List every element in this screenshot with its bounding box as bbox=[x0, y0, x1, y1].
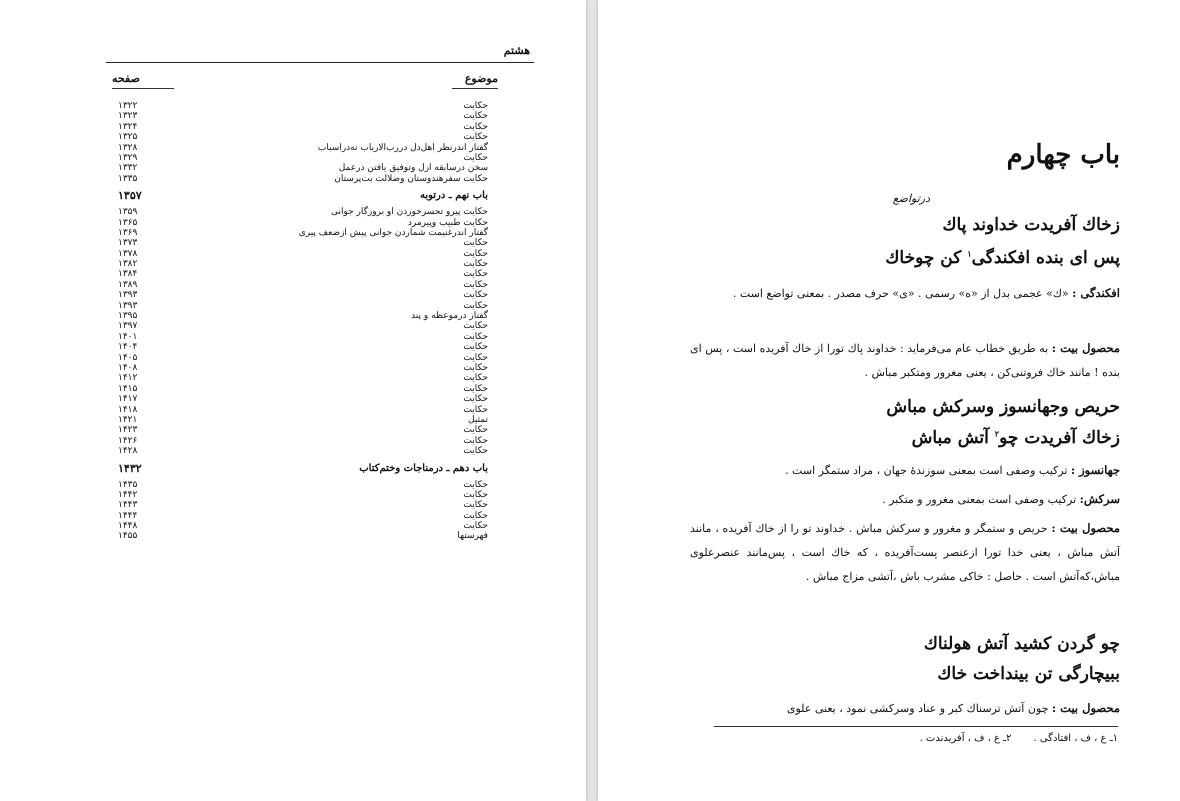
verse-line: ببیچارگی تن بینداخت خاك bbox=[937, 664, 1120, 684]
toc-row bbox=[110, 122, 490, 132]
toc-row bbox=[110, 280, 490, 290]
toc-page-number: ۱۴۴۸ bbox=[118, 521, 138, 532]
toc-topic: حکایت bbox=[463, 121, 488, 132]
toc-topic: حکایت bbox=[463, 269, 488, 280]
toc-topic: باب دهم ـ درمناجات وختم‌کتاب bbox=[359, 462, 488, 474]
toc-topic: حکایت bbox=[463, 331, 488, 342]
toc-topic: حکایت bbox=[463, 279, 488, 290]
verse-line: زخاك آفریدت خداوند پاك bbox=[942, 215, 1120, 235]
toc-topic: حکایت bbox=[463, 300, 488, 311]
footnote-mark: ۲ bbox=[994, 428, 1000, 439]
toc-row bbox=[110, 132, 490, 142]
toc-row bbox=[110, 290, 490, 300]
toc-page-number: ۱۳۲۳ bbox=[118, 111, 138, 122]
toc-row bbox=[110, 490, 490, 500]
toc-page-number: ۱۳۸۹ bbox=[118, 279, 138, 290]
toc-page-number: ۱۳۶۹ bbox=[118, 227, 138, 238]
toc-page-number: ۱۴۴۴ bbox=[118, 510, 138, 521]
toc-page-number: ۱۴۳۵ bbox=[118, 479, 138, 490]
chapter-title: باب چهارم bbox=[1006, 140, 1120, 170]
toc-row bbox=[110, 238, 490, 248]
toc-page-number: ۱۴۰۱ bbox=[118, 331, 138, 342]
commentary-paragraph bbox=[690, 696, 1120, 721]
toc-page-number: ۱۴۰۴ bbox=[118, 342, 138, 353]
toc-row bbox=[110, 363, 490, 373]
toc-page-number: ۱۳۹۳ bbox=[118, 300, 138, 311]
toc-page-number: ۱۳۶۵ bbox=[118, 217, 138, 228]
footnote: ۲ـ ع ، ف ، آفریدندت . bbox=[919, 733, 1012, 744]
toc-page-number: ۱۳۲۹ bbox=[118, 152, 138, 163]
page-header bbox=[106, 42, 534, 63]
toc-row bbox=[110, 384, 490, 394]
toc-chapter-row bbox=[110, 184, 490, 207]
paragraph-text: ترکیب وصفی است بمعنی سوزندهٔ جهان ، مراد ستمگر است . bbox=[785, 464, 1071, 477]
toc-topic: حکایت bbox=[463, 238, 488, 249]
page-header-title: هشتم bbox=[503, 44, 530, 57]
toc-page-number: ۱۳۸۲ bbox=[118, 259, 138, 270]
toc-page-number: ۱۴۴۳ bbox=[118, 500, 138, 511]
toc-row bbox=[110, 101, 490, 111]
toc-page-number: ۱۳۹۷ bbox=[118, 321, 138, 332]
toc-row bbox=[110, 511, 490, 521]
toc-topic: حکایت bbox=[463, 248, 488, 259]
toc-row bbox=[110, 111, 490, 121]
footnote-divider bbox=[714, 726, 1118, 727]
toc-topic: گفتار اندرنظر اهل‌دل دررب‌الارباب نه‌دراسباب bbox=[317, 142, 488, 153]
verse-text: پس ای بنده افکندگی bbox=[971, 248, 1120, 268]
toc-topic: حکایت طبیب وپیرمرد bbox=[407, 217, 488, 228]
toc-topic: حکایت bbox=[463, 132, 488, 143]
toc-row bbox=[110, 259, 490, 269]
footnote: ۱ـ ع ، ف ، افتادگی . bbox=[1033, 733, 1118, 744]
toc-page-number: ۱۴۱۵ bbox=[118, 383, 138, 394]
toc-row bbox=[110, 353, 490, 363]
toc-topic: حکایت bbox=[463, 321, 488, 332]
toc-topic: حکایت bbox=[463, 342, 488, 353]
paragraph-text: چون آتش ترسناك کبر و عناد وسرکشی نمود ، یعنی علوی bbox=[786, 702, 1052, 715]
toc-topic: حکایت bbox=[463, 373, 488, 384]
term-label: محصول بیت : bbox=[1051, 701, 1120, 715]
term-label: سرکش: bbox=[1079, 492, 1120, 506]
toc-row bbox=[110, 405, 490, 415]
toc-topic: حکایت bbox=[463, 435, 488, 446]
paragraph-text: «ك» عجمی بدل از «ه» رسمی . «ی» حرف مصدر . بمعنی تواضع است . bbox=[732, 287, 1073, 300]
toc-row bbox=[110, 521, 490, 531]
toc-page-number: ۱۴۰۵ bbox=[118, 352, 138, 363]
toc-page-number: ۱۴۲۱ bbox=[118, 414, 138, 425]
toc-row bbox=[110, 311, 490, 321]
toc-page-number: ۱۴۰۸ bbox=[118, 362, 138, 373]
term-label: محصول بیت : bbox=[1051, 521, 1120, 535]
toc-topic: گفتار اندرغنیمت شماردن جوانی پیش ازضعف پیری bbox=[298, 227, 488, 238]
toc-page-number: ۱۳۳۲ bbox=[118, 163, 138, 174]
toc-page-number: ۱۴۱۲ bbox=[118, 373, 138, 384]
toc-topic: حکایت bbox=[463, 101, 488, 111]
right-page bbox=[598, 0, 1180, 801]
toc-page-number: ۱۴۱۸ bbox=[118, 404, 138, 415]
toc-row bbox=[110, 301, 490, 311]
term-label: جهانسوز : bbox=[1070, 463, 1120, 477]
toc-row bbox=[110, 228, 490, 238]
toc-page-number: ۱۳۷۸ bbox=[118, 248, 138, 259]
toc-topic: حکایت bbox=[463, 383, 488, 394]
toc-page-number: ۱۴۲۳ bbox=[118, 425, 138, 436]
toc-row bbox=[110, 332, 490, 342]
toc-topic: تمثیل bbox=[468, 414, 488, 425]
toc-page-number: ۱۳۸۴ bbox=[118, 269, 138, 280]
toc-topic: حکایت bbox=[463, 510, 488, 521]
footnotes bbox=[898, 733, 1118, 744]
toc-row bbox=[110, 249, 490, 259]
verse-line: چو گردن کشید آتش هولناك bbox=[923, 634, 1120, 654]
toc-page-number: ۱۳۷۳ bbox=[118, 238, 138, 249]
toc-page-number: ۱۳۹۵ bbox=[118, 311, 138, 322]
toc-row bbox=[110, 174, 490, 184]
toc-topic: حکایت bbox=[463, 500, 488, 511]
commentary-paragraph bbox=[690, 336, 1120, 385]
commentary-paragraph bbox=[690, 487, 1120, 512]
toc-page-number: ۱۳۲۵ bbox=[118, 132, 138, 143]
column-header-topic: موضوع bbox=[452, 72, 498, 89]
toc-row bbox=[110, 218, 490, 228]
paragraph-text: به طریق خطاب عام می‌فرماید : خداوند پاك تورا از خاك آفریده است ، پس ای بنده ! مانند خاك فروتنی‌کن ، یعنی مغرور ومتکبر مباش . bbox=[690, 342, 1120, 379]
toc-row bbox=[110, 436, 490, 446]
toc-topic: حکایت سفرهندوستان وضلالت بت‌پرستان bbox=[334, 173, 488, 184]
verse-line: حریص وجهانسوز وسرکش مباش bbox=[886, 397, 1120, 417]
toc-topic: حکایت bbox=[463, 446, 488, 457]
toc-page-number: ۱۴۲۶ bbox=[118, 435, 138, 446]
toc-row bbox=[110, 531, 490, 541]
commentary-paragraph bbox=[690, 516, 1120, 589]
toc-row bbox=[110, 446, 490, 456]
toc-topic: حکایت bbox=[463, 394, 488, 405]
toc-topic: حکایت bbox=[463, 111, 488, 122]
toc-topic: سخن درسابقه ازل وتوفیق یافتن درعمل bbox=[338, 163, 488, 174]
toc-row bbox=[110, 415, 490, 425]
term-label: افکندگی : bbox=[1072, 286, 1120, 300]
toc-topic: حکایت bbox=[463, 259, 488, 270]
verse-line bbox=[690, 428, 1120, 448]
verse-line bbox=[690, 248, 1120, 268]
toc-row bbox=[110, 207, 490, 217]
toc-row bbox=[110, 480, 490, 490]
toc-topic: حکایت bbox=[463, 352, 488, 363]
verse-text: زخاك آفریدت چو bbox=[999, 428, 1120, 448]
toc-topic: حکایت bbox=[463, 425, 488, 436]
toc-topic: حکایت bbox=[463, 489, 488, 500]
toc-page-number: ۱۴۵۵ bbox=[118, 531, 138, 542]
toc-row bbox=[110, 425, 490, 435]
toc-topic: حکایت bbox=[463, 479, 488, 490]
verse-text: کن چوخاك bbox=[885, 248, 968, 268]
term-label: محصول بیت : bbox=[1051, 341, 1120, 355]
toc-page-number: ۱۳۹۳ bbox=[118, 290, 138, 301]
toc-topic: حکایت bbox=[463, 362, 488, 373]
toc-page-number: ۱۳۲۴ bbox=[118, 121, 138, 132]
toc-topic: حکایت bbox=[463, 290, 488, 301]
toc-topic: حکایت bbox=[463, 404, 488, 415]
toc-row bbox=[110, 394, 490, 404]
column-header-page: صفحه bbox=[112, 72, 174, 89]
commentary-paragraph bbox=[690, 458, 1120, 483]
toc-topic: گفتار درموعظه و پند bbox=[411, 311, 488, 322]
toc-topic: باب نهم ـ درتوبه bbox=[419, 190, 488, 202]
toc-row bbox=[110, 269, 490, 279]
toc-row bbox=[110, 500, 490, 510]
toc-page-number: ۱۳۳۵ bbox=[118, 173, 138, 184]
paragraph-text: ترکیب وصفی است بمعنی مغرور و متکبر . bbox=[882, 493, 1080, 506]
toc-topic: حکایت bbox=[463, 521, 488, 532]
paragraph-text: حریص و ستمگر و مغرور و سرکش مباش . خداوند تو را از خاك آفریده ، مانند آتش مباش ، یعنی خدا تورا ازعنصر پست‌آفریده ، که خاك است ، پس‌مانند عنصرعلوی مباش،که‌آتش است . حاصل : خاکی مشرب باش ،آتشی مزاج مباش . bbox=[690, 522, 1120, 583]
toc-row bbox=[110, 321, 490, 331]
toc-row bbox=[110, 153, 490, 163]
toc-page-number: ۱۳۲۸ bbox=[118, 142, 138, 153]
table-of-contents bbox=[110, 101, 490, 542]
toc-row bbox=[110, 373, 490, 383]
commentary-paragraph bbox=[690, 281, 1120, 306]
toc-page-number: ۱۴۱۷ bbox=[118, 394, 138, 405]
toc-topic: حکایت پیرو تحسرخوردن او بروزگار جوانی bbox=[330, 207, 488, 218]
chapter-subtitle: درتواضع bbox=[892, 192, 930, 205]
toc-row bbox=[110, 143, 490, 153]
footnote-mark: ۱ bbox=[967, 248, 972, 259]
toc-topic: حکایت bbox=[463, 152, 488, 163]
toc-page-number: ۱۳۲۲ bbox=[118, 101, 138, 111]
toc-page-number: ۱۳۵۷ bbox=[118, 189, 142, 203]
toc-page-number: ۱۴۴۲ bbox=[118, 489, 138, 500]
toc-chapter-row bbox=[110, 457, 490, 480]
toc-row bbox=[110, 163, 490, 173]
verse-text: آتش مباش bbox=[911, 428, 995, 448]
toc-row bbox=[110, 342, 490, 352]
toc-page-number: ۱۳۵۹ bbox=[118, 207, 138, 218]
toc-page-number: ۱۴۲۸ bbox=[118, 446, 138, 457]
toc-topic: فهرستها bbox=[457, 531, 488, 542]
left-page bbox=[0, 0, 586, 801]
toc-page-number: ۱۴۳۲ bbox=[118, 461, 142, 475]
